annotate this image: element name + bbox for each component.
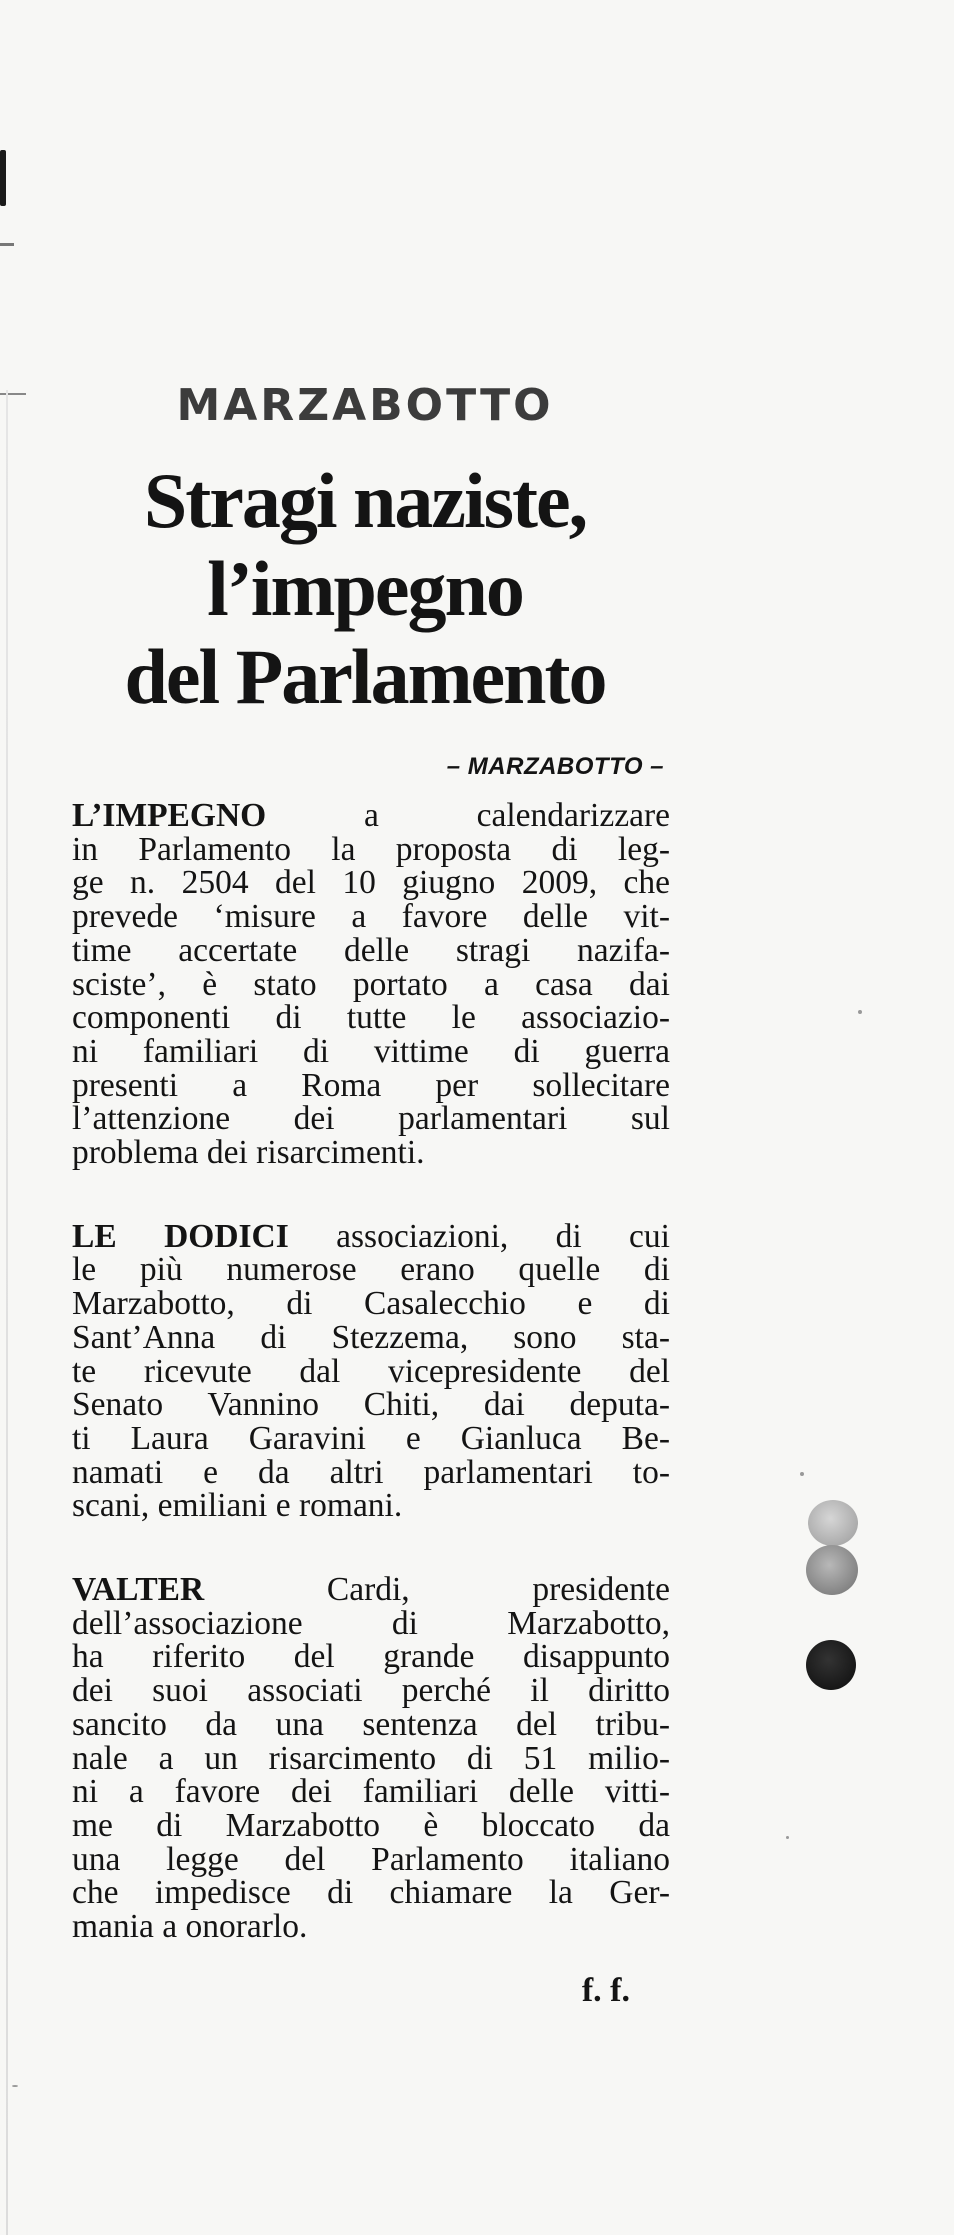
scan-edge-mark <box>0 150 6 206</box>
paragraph-lead: L’IMPEGNO <box>72 797 267 834</box>
paragraph-line: ti Laura Garavini e Gianluca Be- <box>72 1419 670 1457</box>
paragraph <box>60 799 670 1170</box>
paragraph-line: presenti a Roma per sollecitare <box>72 1066 670 1104</box>
scan-speck <box>858 1010 862 1014</box>
paragraph-line: sancito da una sentenza del tribu- <box>72 1705 670 1743</box>
paragraph-line: time accertate delle stragi nazifa- <box>72 931 670 969</box>
headline-line: Stragi naziste, <box>143 457 587 544</box>
paragraph-line: me di Marzabotto è bloccato da <box>72 1806 670 1844</box>
paragraph-line: LE DODICI associazioni, di cui <box>72 1217 670 1255</box>
paragraph <box>60 1217 670 1525</box>
dateline: – MARZABOTTO – <box>446 753 664 780</box>
paragraph-lead: LE DODICI <box>72 1217 289 1255</box>
paragraph-line: namati e da altri parlamentari to- <box>72 1453 670 1491</box>
paragraph-line: ge n. 2504 del 10 giugno 2009, che <box>72 864 670 902</box>
paragraph-line: Marzabotto, di Casalecchio e di <box>72 1285 670 1323</box>
article <box>60 380 670 2010</box>
paragraph-line: problema dei risarcimenti. <box>72 1134 425 1172</box>
paragraph-line: L’IMPEGNO a calendarizzare <box>72 797 670 834</box>
paragraph-line: Senato Vannino Chiti, dai deputa- <box>72 1386 670 1424</box>
scan-speck <box>800 1472 804 1476</box>
paragraph-line: in Parlamento la proposta di leg- <box>72 830 670 868</box>
paragraph-line: Sant’Anna di Stezzema, sono sta- <box>72 1318 670 1356</box>
scan-edge-mark <box>0 393 26 395</box>
page-gutter <box>6 390 8 2235</box>
paragraph-line: dell’associazione di Marzabotto, <box>72 1604 670 1642</box>
headline-line: l’impegno <box>207 545 523 632</box>
author-signature: f. f. <box>581 1971 630 2009</box>
paragraph-line: le più numerose erano quelle di <box>72 1251 670 1289</box>
paragraph-line: ni familiari di vittime di guerra <box>72 1032 670 1070</box>
decorative-dot <box>808 1500 858 1546</box>
paragraph-line: nale a un risarcimento di 51 milio- <box>72 1739 670 1777</box>
paragraph-line: mania a onorarlo. <box>72 1908 308 1946</box>
decorative-dot <box>806 1640 856 1690</box>
scan-speck <box>12 2085 18 2087</box>
kicker: MARZABOTTO <box>176 380 554 431</box>
paragraph-lead: VALTER <box>72 1571 205 1609</box>
paragraph-line: scani, emiliani e romani. <box>72 1487 403 1525</box>
headline <box>60 457 670 721</box>
paragraph-line: una legge del Parlamento italiano <box>72 1840 670 1878</box>
paragraph-line: te ricevute dal vicepresidente del <box>72 1352 670 1390</box>
paragraph-line: ha riferito del grande disappunto <box>72 1638 670 1676</box>
decorative-dot <box>806 1545 858 1595</box>
paragraph-line: dei suoi associati perché il diritto <box>72 1672 670 1710</box>
paragraph-line: VALTER Cardi, presidente <box>72 1571 670 1609</box>
headline-line: del Parlamento <box>124 633 606 720</box>
paragraph-line: sciste’, è stato portato a casa dai <box>72 965 670 1003</box>
paragraph <box>60 1573 670 1944</box>
scan-speck <box>786 1836 789 1839</box>
paragraph-line: che impedisce di chiamare la Ger- <box>72 1874 670 1912</box>
paragraph-line: l’attenzione dei parlamentari sul <box>72 1100 670 1138</box>
paragraph-line: componenti di tutte le associazio- <box>72 999 670 1037</box>
paragraph-line: prevede ‘misure a favore delle vit- <box>72 898 670 936</box>
paragraph-line: ni a favore dei familiari delle vitti- <box>72 1773 670 1811</box>
scan-edge-mark <box>0 243 14 246</box>
